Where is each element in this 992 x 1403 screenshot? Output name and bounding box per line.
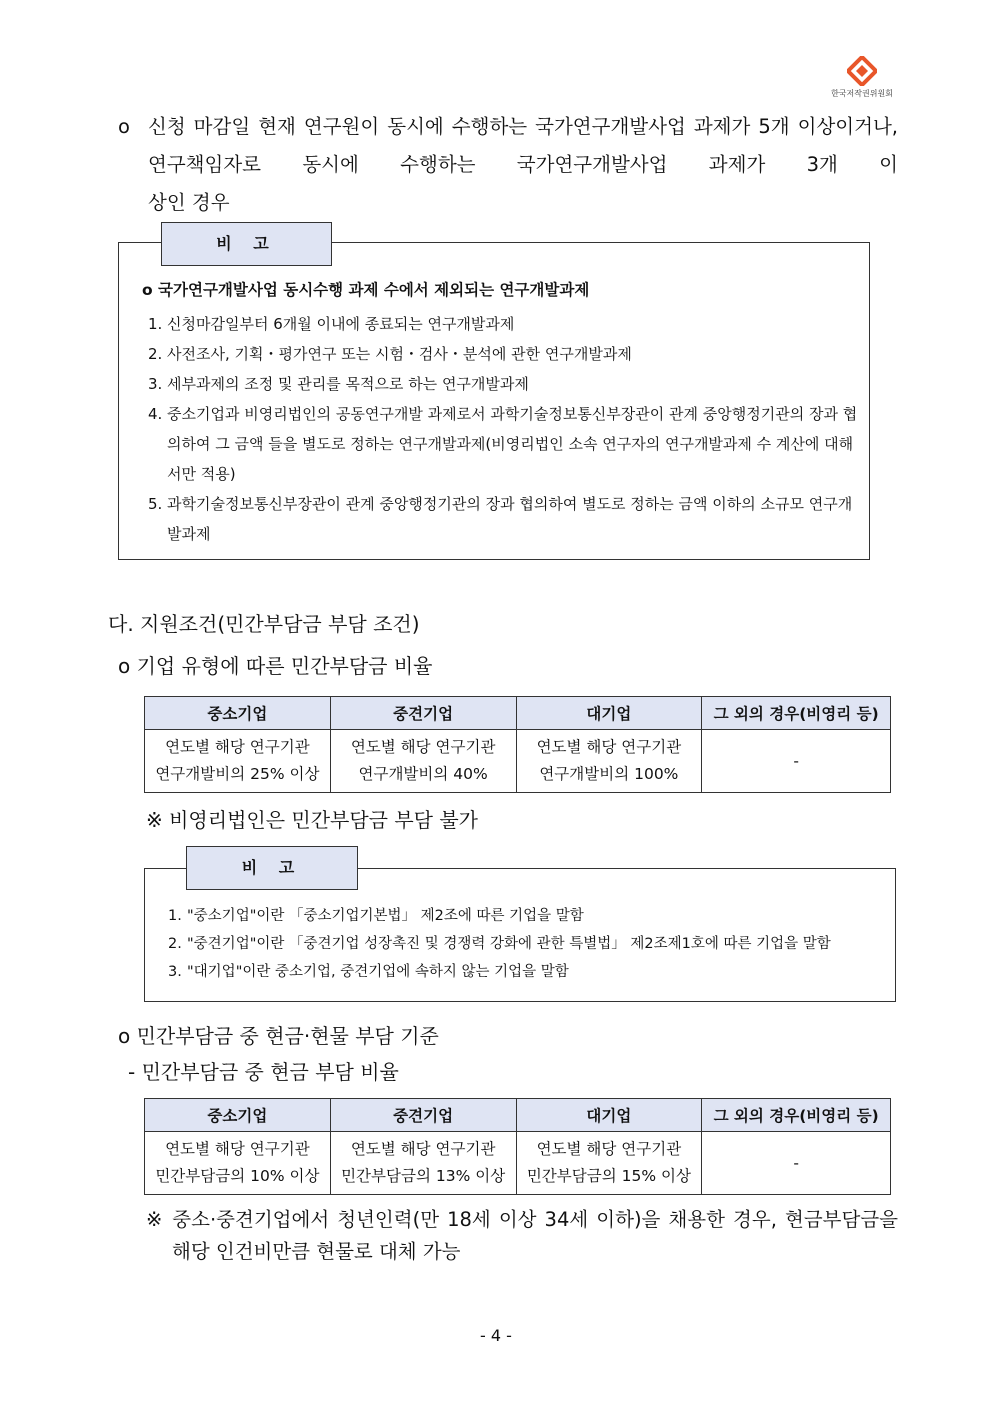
list-item-number: 2. [148,345,163,363]
remark-nonprofit: ※ 비영리법인은 민간부담금 부담 불가 [146,808,478,832]
list-item-number: 4. [148,405,163,423]
table-header-cell: 중견기업 [330,697,516,730]
list-item-text: 과학기술정보통신부장관이 관계 중앙행정기관의 장과 협의하여 별도로 정하는 금액 이하의 소규모 연구개발과제 [167,495,853,543]
remark-youth-hiring [146,1204,898,1268]
bullet-paragraph [118,108,898,222]
note-heading: o 국가연구개발사업 동시수행 과제 수에서 제외되는 연구개발과제 [142,281,590,299]
list-item-number: 1. [168,908,182,924]
table-cell: - [702,730,891,793]
list-item-number: 1. [148,315,163,333]
list-item [148,309,863,339]
table-header-cell: 중소기업 [145,697,331,730]
list-item [148,489,863,549]
subsection-ratio-by-type: o 기업 유형에 따른 민간부담금 비율 [118,654,433,678]
subsection-cash-kind-criteria: o 민간부담금 중 현금·현물 부담 기준 [118,1024,439,1048]
remark-line-1: ※ 중소·중견기업에서 청년인력(만 18세 이상 34세 이하)을 채용한 경우, 현금부담금을 [146,1208,898,1231]
list-item [168,958,890,986]
table-row [145,1132,891,1195]
list-item-number: 5. [148,495,163,513]
section-title: 다. 지원조건(민간부담금 부담 조건) [108,612,420,636]
list-item-number: 3. [148,375,163,393]
table-cell: 연도별 해당 연구기관 연구개발비의 40% [330,730,516,793]
table-header-cell: 대기업 [516,1099,702,1132]
note-tab-label: 비 고 [186,846,358,890]
table-header-cell: 중견기업 [330,1099,516,1132]
note-list-definitions [168,902,890,986]
logo-emblem-icon [847,56,877,86]
list-item-text: "중견기업"이란 「중견기업 성장촉진 및 경쟁력 강화에 관한 특별법」 제2조제1호에 따른 기업을 말함 [187,936,831,952]
table-header-cell: 대기업 [516,697,702,730]
table-cell: 연도별 해당 연구기관 연구개발비의 25% 이상 [145,730,331,793]
list-item-number: 3. [168,964,182,980]
bullet-line-2: 이상이거나, 연구책임자로 동시에 수행하는 국가연구개발사업 과제가 3개 이 [148,115,898,176]
table-header-row [145,697,891,730]
bullet-mark: o [118,115,130,138]
list-item [148,339,863,369]
table-cell: 연도별 해당 연구기관 민간부담금의 13% 이상 [330,1132,516,1195]
list-item-text: 세부과제의 조정 및 관리를 목적으로 하는 연구개발과제 [167,375,529,393]
table-cell: - [702,1132,891,1195]
remark-line-2: 해당 인건비만큼 현물로 대체 가능 [172,1240,461,1263]
table-header-cell: 그 외의 경우(비영리 등) [702,1099,891,1132]
table-header-cell: 그 외의 경우(비영리 등) [702,697,891,730]
table-row [145,730,891,793]
table-cell: 연도별 해당 연구기관 민간부담금의 10% 이상 [145,1132,331,1195]
table-header-row [145,1099,891,1132]
list-item-text: "중소기업"이란 「중소기업기본법」 제2조에 따른 기업을 말함 [187,908,584,924]
list-item-number: 2. [168,936,182,952]
list-item [168,930,890,958]
note-tab-label: 비 고 [161,222,332,266]
page-number: - 4 - [480,1326,512,1345]
table-cell: 연도별 해당 연구기관 민간부담금의 15% 이상 [516,1132,702,1195]
list-item-text: 신청마감일부터 6개월 이내에 종료되는 연구개발과제 [167,315,515,333]
bullet-line-3: 상인 경우 [148,191,230,214]
table-cell: 연도별 해당 연구기관 연구개발비의 100% [516,730,702,793]
list-item-text: 사전조사, 기획・평가연구 또는 시험・검사・분석에 관한 연구개발과제 [167,345,632,363]
list-item [168,902,890,930]
bullet-line-1: 신청 마감일 현재 연구원이 동시에 수행하는 국가연구개발사업 과제가 5개 [148,115,790,138]
list-item [148,369,863,399]
organization-logo [826,56,898,99]
note-list-exclusions [148,309,863,549]
logo-text: 한국저작권위원회 [831,89,893,98]
subsection-cash-ratio: - 민간부담금 중 현금 부담 비율 [128,1060,399,1084]
list-item [148,399,863,489]
table-header-cell: 중소기업 [145,1099,331,1132]
list-item-text: 중소기업과 비영리법인의 공동연구개발 과제로서 과학기술정보통신부장관이 관계 중앙행정기관의 장과 협의하여 그 금액 들을 별도로 정하는 연구개발과제(비영리법인 소속 연구자의 연구개발과제 수 계산에 대해서만 적용) [167,405,858,483]
private-burden-ratio-table [144,696,891,793]
cash-burden-ratio-table [144,1098,891,1195]
list-item-text: "대기업"이란 중소기업, 중견기업에 속하지 않는 기업을 말함 [187,964,569,980]
